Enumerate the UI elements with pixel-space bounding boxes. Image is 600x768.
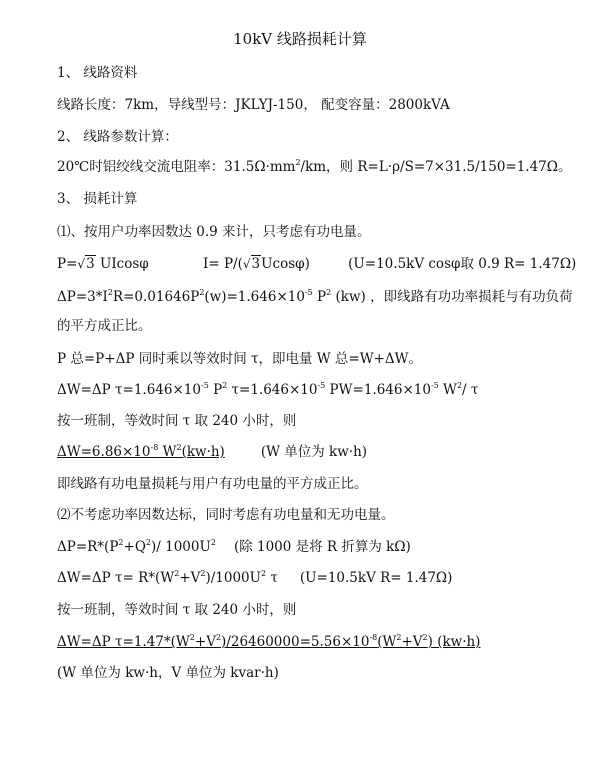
formula-power [57, 255, 576, 273]
text: (w)=1.646×10 [204, 289, 305, 305]
text: PW=1.646×10 [325, 382, 431, 398]
text: +V [401, 634, 423, 650]
text: τ=1.646×10 [227, 382, 318, 398]
text: ΔP=3*I [57, 289, 108, 305]
text: ΔW=ΔP τ= R*(W [57, 570, 175, 586]
text: (U=10.5kV cosφ取 0.9 R= 1.47Ω) [348, 256, 577, 272]
text: P= [57, 256, 78, 272]
text: ΔW=ΔP τ=1.47*(W [57, 634, 190, 650]
text: UIcosφ [99, 256, 149, 272]
shift-line-1: 按一班制，等效时间 τ 取 240 小时，则 [57, 413, 297, 429]
sup: 2 [456, 381, 463, 390]
text: τ [266, 570, 278, 586]
text: (U=10.5kV R= 1.47Ω) [299, 570, 453, 586]
section-3-heading: 3、 损耗计算 [57, 191, 138, 207]
sup: 2 [396, 633, 402, 642]
text: P [208, 382, 223, 398]
text: W [158, 444, 177, 460]
text: ΔW=6.86×10 [57, 444, 151, 460]
formula-delta-p-continued: 的平方成正比。 [57, 318, 152, 334]
formula-delta-p [57, 288, 573, 306]
formula-delta-p-2 [57, 538, 411, 556]
sup: 2 [422, 633, 428, 642]
text: I= P/( [203, 256, 243, 272]
conclusion-line: 即线路有功电量损耗与用户有功电量的平方成正比。 [57, 476, 368, 492]
sup: -8 [150, 443, 159, 452]
text: W [438, 382, 457, 398]
text: /km，则 R=L·ρ/S=7×31.5/150=1.47Ω。 [300, 159, 572, 175]
text: (kw) ，即线路有功功率损耗与有功负荷 [331, 289, 573, 305]
sup: 2 [215, 633, 222, 642]
section-1-heading: 1、 线路资料 [57, 65, 138, 81]
text: ΔW=ΔP τ=1.646×10 [57, 382, 201, 398]
unit-note: (W 单位为 kw·h，V 单位为 kvar·h) [57, 665, 279, 681]
text: )/26460000=5.56×10 [221, 634, 370, 650]
sup: 2 [295, 158, 301, 167]
case-2-heading: ⑵不考虑功率因数达标，同时考虑有功电量和无功电量。 [57, 507, 395, 523]
shift-line-2: 按一班制，等效时间 τ 取 240 小时，则 [57, 602, 297, 618]
formula-delta-w [57, 381, 478, 399]
sup: 2 [176, 443, 182, 452]
text: (W [377, 634, 397, 650]
line-data: 线路长度：7km，导线型号：JKLYJ-150， 配变容量：2800kVA [57, 97, 450, 113]
case-1-heading: ⑴、按用户功率因数达 0.9 来计，只考虑有功电量。 [57, 224, 371, 240]
sup: 2 [107, 288, 113, 297]
text: (W 单位为 kw·h) [260, 444, 368, 460]
formula-delta-w-2-result [57, 633, 480, 651]
text: +Q [123, 539, 146, 555]
text: P [312, 289, 327, 305]
sqrt-symbol: √3 [242, 256, 261, 272]
sup: -8 [369, 633, 378, 642]
text: ) (kw·h) [427, 634, 481, 650]
text: (除 1000 是将 R 折算为 kΩ) [233, 539, 411, 555]
sup: 2 [261, 569, 267, 578]
radicand: 3 [251, 256, 261, 272]
text: )/ 1000U [151, 539, 211, 555]
underlined-result [57, 444, 225, 460]
text: / τ [462, 382, 479, 398]
text: +V [194, 634, 216, 650]
document-title: 10kV 线路损耗计算 [233, 30, 367, 48]
text: )/1000U [205, 570, 262, 586]
sup: -5 [317, 381, 326, 390]
sup: -5 [304, 288, 313, 297]
section-2-heading: 2、 线路参数计算： [57, 129, 178, 145]
total-energy-line: P 总=P+ΔP 同时乘以等效时间 τ，即电量 W 总=W+ΔW。 [57, 351, 423, 367]
sqrt-symbol: √3 [77, 256, 95, 272]
text: 20℃时铝绞线交流电阻率：31.5Ω·mm [57, 159, 296, 175]
sup: 2 [199, 288, 205, 297]
formula-delta-w-result [57, 443, 367, 461]
sup: 2 [326, 288, 332, 297]
sup: 2 [210, 538, 216, 547]
sup: 2 [118, 538, 124, 547]
sup: 2 [145, 538, 151, 547]
underlined-result [57, 634, 480, 650]
text: (kw·h) [181, 444, 225, 460]
text: ΔP=R*(P [57, 539, 119, 555]
resistivity-line [57, 158, 571, 176]
sup: 2 [200, 569, 206, 578]
sup: 2 [222, 381, 228, 390]
sup: -5 [200, 381, 209, 390]
formula-delta-w-2 [57, 569, 452, 587]
sup: -5 [430, 381, 439, 390]
radicand: 3 [86, 256, 95, 272]
text: +V [179, 570, 201, 586]
sup: 2 [189, 633, 195, 642]
text: R=0.01646P [112, 289, 200, 305]
text: Ucosφ) [261, 256, 310, 272]
sup: 2 [174, 569, 180, 578]
